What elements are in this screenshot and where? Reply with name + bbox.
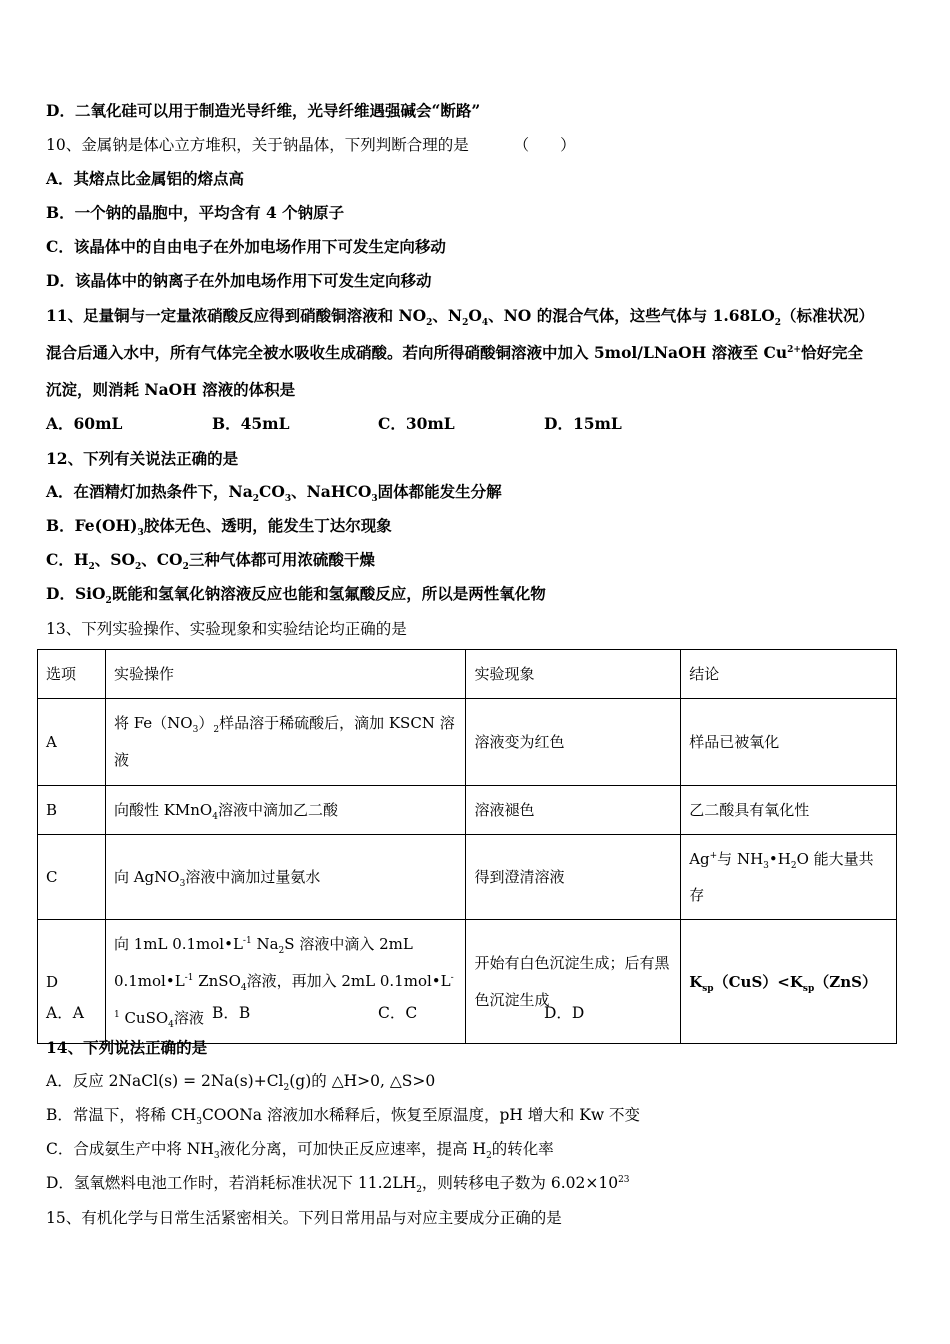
subscript: 2 bbox=[790, 861, 797, 871]
q12-option-c bbox=[46, 550, 375, 573]
table-header-row bbox=[38, 650, 897, 699]
superscript: 23 bbox=[618, 1174, 630, 1185]
q14-text: D．氢氧燃料电池工作时，若消耗标准状况下 11.2LH bbox=[46, 1174, 417, 1192]
q14-option-c bbox=[46, 1139, 554, 1162]
table-row bbox=[38, 699, 897, 786]
q12-text: B．Fe(OH) bbox=[46, 516, 138, 535]
q12-option-d bbox=[46, 584, 546, 607]
row-conclusion bbox=[681, 920, 897, 1044]
row-conclusion bbox=[681, 835, 897, 920]
q14-stem: 14、下列说法正确的是 bbox=[46, 1038, 208, 1057]
cell-text: O 能大量共存 bbox=[689, 850, 874, 904]
q10-stem bbox=[46, 135, 576, 155]
q11-text: 、N bbox=[432, 306, 463, 325]
q11-options bbox=[46, 414, 622, 434]
superscript: + bbox=[709, 851, 718, 861]
cell-text: Ag bbox=[689, 850, 710, 868]
q14-option-d bbox=[46, 1173, 630, 1196]
row-phenomenon: 溶液变为红色 bbox=[466, 699, 681, 786]
q11-text: O bbox=[468, 306, 482, 325]
subscript: 3 bbox=[371, 494, 378, 505]
header-option: 选项 bbox=[38, 650, 106, 699]
subscript: 3 bbox=[192, 725, 199, 735]
q14-text: B．常温下，将稀 CH bbox=[46, 1106, 197, 1124]
q14-text: C．合成氨生产中将 NH bbox=[46, 1140, 214, 1158]
subscript: 3 bbox=[196, 1117, 202, 1128]
subscript: 4 bbox=[212, 812, 218, 822]
cell-text: ） bbox=[198, 714, 214, 732]
q12-text: 既能和氢氧化钠溶液反应也能和氢氟酸反应，所以是两性氧化物 bbox=[111, 584, 546, 603]
row-option: B bbox=[38, 786, 106, 835]
row-operation bbox=[105, 699, 466, 786]
q12-text: 胶体无色、透明，能发生丁达尔现象 bbox=[143, 516, 392, 535]
subscript: 2 bbox=[88, 562, 95, 573]
q11-option-b: B．45mL bbox=[212, 414, 290, 433]
q10-option-a: A．其熔点比金属铝的熔点高 bbox=[46, 169, 245, 188]
q13-option-b: B．B bbox=[212, 1004, 251, 1022]
q12-stem: 12、下列有关说法正确的是 bbox=[46, 449, 239, 468]
subscript: 4 bbox=[481, 318, 489, 329]
subscript: 2 bbox=[182, 562, 189, 573]
q12-option-a bbox=[46, 482, 502, 505]
q15-stem: 15、有机化学与日常生活紧密相关。下列日常用品与对应主要成分正确的是 bbox=[46, 1209, 562, 1227]
subscript: 2 bbox=[213, 725, 220, 735]
q14-option-b bbox=[46, 1105, 641, 1128]
q10-option-b: B．一个钠的晶胞中，平均含有 4 个钠原子 bbox=[46, 203, 345, 222]
q10-option-c: C．该晶体中的自由电子在外加电场作用下可发生定向移动 bbox=[46, 237, 446, 256]
header-operation: 实验操作 bbox=[105, 650, 466, 699]
subscript: 2 bbox=[283, 1083, 290, 1094]
q12-text: D．SiO bbox=[46, 584, 106, 603]
row-phenomenon: 溶液褪色 bbox=[466, 786, 681, 835]
subscript: 2 bbox=[426, 318, 433, 329]
q11-option-d: D．15mL bbox=[544, 414, 622, 433]
q14-option-a bbox=[46, 1071, 436, 1094]
subscript: 3 bbox=[284, 494, 292, 505]
q14-text: ，则转移电子数为 6.02×10 bbox=[421, 1174, 619, 1192]
q11-stem-line1 bbox=[46, 306, 875, 329]
q11-option-c: C．30mL bbox=[378, 414, 455, 433]
cell-text: Na bbox=[251, 935, 279, 953]
subscript: 2 bbox=[134, 562, 142, 573]
subscript: 2 bbox=[105, 596, 112, 607]
q12-text: CO bbox=[259, 482, 285, 501]
q12-text: 、SO bbox=[94, 550, 135, 569]
subscript: 2 bbox=[416, 1185, 422, 1196]
cell-text: 与 NH bbox=[717, 850, 764, 868]
q12-option-b bbox=[46, 516, 392, 539]
q10-answer-paren: （ ） bbox=[513, 136, 576, 154]
cell-text: S 溶液中滴入 2mL 0.1mol•L bbox=[113, 935, 413, 990]
subscript: 4 bbox=[168, 1020, 174, 1030]
subscript: 2 bbox=[252, 494, 260, 505]
table-row bbox=[38, 835, 897, 920]
subscript: 2 bbox=[486, 1151, 492, 1162]
cell-text: 样品溶于稀硫酸后，滴加 KSCN 溶液 bbox=[113, 714, 455, 769]
row-option: D bbox=[38, 920, 106, 1044]
cell-text: 溶液，再加入 2mL 0.1mol•L bbox=[246, 972, 451, 990]
superscript: -1 bbox=[242, 936, 252, 946]
cell-text: 溶液 bbox=[173, 1009, 204, 1027]
cell-text: 向 1mL 0.1mol•L bbox=[113, 935, 243, 953]
cell-text: 将 Fe（NO bbox=[113, 714, 193, 732]
cell-text: •H bbox=[768, 850, 791, 868]
superscript: -1 bbox=[184, 973, 194, 983]
header-phenomenon: 实验现象 bbox=[466, 650, 681, 699]
q12-text: A．在酒精灯加热条件下，Na bbox=[46, 482, 253, 501]
q12-text: 固体都能发生分解 bbox=[377, 482, 502, 501]
table-row bbox=[38, 920, 897, 1044]
subscript: 2 bbox=[462, 318, 469, 329]
cell-text: 溶液中滴加乙二酸 bbox=[217, 801, 338, 819]
row-conclusion: 乙二酸具有氧化性 bbox=[681, 786, 897, 835]
q14-text: 的转化率 bbox=[491, 1140, 554, 1158]
superscript: -1 bbox=[113, 973, 454, 1020]
row-option: C bbox=[38, 835, 106, 920]
cell-text: CuSO bbox=[119, 1009, 169, 1027]
q13-option-d: D．D bbox=[544, 1004, 585, 1022]
row-phenomenon: 开始有白色沉淀生成；后有黑色沉淀生成 bbox=[466, 920, 681, 1044]
subscript: 4 bbox=[240, 983, 247, 993]
subscript: sp bbox=[702, 983, 714, 994]
q9-option-d: D．二氧化硅可以用于制造光导纤维，光导纤维遇强碱会“断路” bbox=[46, 101, 481, 120]
q12-text: 三种气体都可用浓硫酸干燥 bbox=[188, 550, 375, 569]
cell-text: 溶液中滴加过量氨水 bbox=[185, 868, 321, 886]
experiment-table bbox=[37, 649, 897, 1044]
cell-text: 向酸性 KMnO bbox=[113, 801, 213, 819]
q13-stem: 13、下列实验操作、实验现象和实验结论均正确的是 bbox=[46, 620, 407, 638]
q13-options bbox=[46, 1003, 584, 1023]
q11-stem-line2 bbox=[46, 343, 863, 363]
header-conclusion: 结论 bbox=[681, 650, 897, 699]
cell-text: 向 AgNO bbox=[113, 868, 180, 886]
row-operation bbox=[105, 835, 466, 920]
subscript: 3 bbox=[763, 861, 769, 871]
subscript: 2 bbox=[278, 946, 285, 956]
q11-text: 恰好完全 bbox=[800, 343, 863, 362]
row-phenomenon: 得到澄清溶液 bbox=[466, 835, 681, 920]
cell-text: （ZnS） bbox=[814, 972, 877, 991]
row-operation bbox=[105, 920, 466, 1044]
q11-stem-line3: 沉淀，则消耗 NaOH 溶液的体积是 bbox=[46, 380, 296, 399]
q13-option-c: C．C bbox=[378, 1004, 418, 1022]
subscript: 3 bbox=[179, 879, 186, 889]
q12-text: 、CO bbox=[141, 550, 183, 569]
subscript: 3 bbox=[213, 1151, 220, 1162]
subscript: 2 bbox=[774, 318, 782, 329]
q14-text: A．反应 2NaCl(s) = 2Na(s)+Cl bbox=[46, 1072, 284, 1090]
q13-option-a: A．A bbox=[46, 1004, 84, 1022]
q12-text: 、NaHCO bbox=[291, 482, 372, 501]
row-option: A bbox=[38, 699, 106, 786]
subscript: 3 bbox=[137, 528, 144, 539]
superscript: 2+ bbox=[787, 344, 801, 355]
q11-text: 11、足量铜与一定量浓硝酸反应得到硝酸铜溶液和 NO bbox=[46, 306, 427, 325]
row-operation bbox=[105, 786, 466, 835]
q11-text: 混合后通入水中，所有气体完全被水吸收生成硝酸。若向所得硝酸铜溶液中加入 5mol/LNaOH 溶液至 Cu bbox=[46, 343, 788, 362]
q12-text: C．H bbox=[46, 550, 89, 569]
q11-text: 、NO 的混合气体，这些气体与 1.68LO bbox=[488, 306, 775, 325]
q14-text: 液化分离，可加快正反应速率，提高 H bbox=[219, 1140, 487, 1158]
row-conclusion: 样品已被氧化 bbox=[681, 699, 897, 786]
cell-text: （CuS）<K bbox=[713, 972, 803, 991]
q14-text: COONa 溶液加水稀释后，恢复至原温度，pH 增大和 Kw 不变 bbox=[201, 1106, 641, 1124]
table-row bbox=[38, 786, 897, 835]
q10-option-d: D．该晶体中的钠离子在外加电场作用下可发生定向移动 bbox=[46, 271, 432, 290]
q11-text: （标准状况） bbox=[781, 306, 875, 325]
q14-text: (g)的 △H>0, △S>0 bbox=[289, 1072, 436, 1090]
q11-option-a: A．60mL bbox=[46, 414, 123, 433]
cell-text: ZnSO bbox=[193, 972, 241, 990]
subscript: sp bbox=[802, 983, 815, 994]
q10-stem-text: 10、金属钠是体心立方堆积，关于钠晶体，下列判断合理的是 bbox=[46, 136, 469, 154]
cell-text: K bbox=[689, 972, 703, 991]
